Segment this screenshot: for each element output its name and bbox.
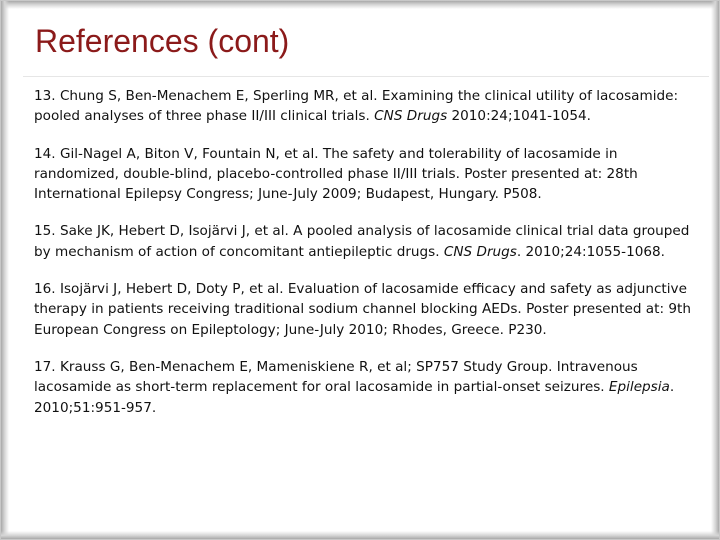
reference-item-16 bbox=[34, 279, 694, 340]
reference-item-14 bbox=[34, 144, 694, 205]
title-divider bbox=[23, 76, 709, 77]
reference-item-13 bbox=[34, 86, 694, 127]
reference-citation: . 2010;24:1055-1068. bbox=[516, 243, 666, 260]
reference-text: 13. Chung S, Ben-Menachem E, Sperling MR, et al. Examining the clinical utility of lacosamide: pooled analyses of three phase II/III clinical trials. bbox=[34, 88, 679, 125]
reference-journal: Epilepsia bbox=[608, 379, 670, 396]
slide-shadow-bottom bbox=[1, 531, 719, 539]
reference-text: 16. Isojärvi J, Hebert D, Doty P, et al. Evaluation of lacosamide efficacy and safety as adjunctive therapy in patients receiving traditional sodium channel blocking AEDs. Poster presented at: 9th European Congress on Epileptology; June-July 2010; Rhodes, Greece. P230. bbox=[34, 281, 691, 338]
reference-citation: 2010:24;1041-1054. bbox=[447, 108, 591, 125]
reference-text: 14. Gil-Nagel A, Biton V, Fountain N, et al. The safety and tolerability of lacosamide in randomized, double-blind, placebo-controlled phase II/III trials. Poster presented at: 28th International Epilepsy Congress; June-July 2009; Budapest, Hungary. P508. bbox=[34, 145, 638, 203]
reference-citation: . 2010;51:951-957. bbox=[34, 379, 675, 416]
reference-text: 15. Sake JK, Hebert D, Isojärvi J, et al. A pooled analysis of lacosamide clinical trial data grouped by mechanism of action of concomitant antiepileptic drugs. bbox=[34, 223, 690, 260]
reference-item-17 bbox=[34, 357, 694, 418]
reference-item-15 bbox=[34, 221, 694, 262]
reference-journal: CNS Drugs bbox=[374, 108, 448, 125]
reference-text: 17. Krauss G, Ben-Menachem E, Mameniskiene R, et al; SP757 Study Group. Intravenous lacosamide as short-term replacement for oral lacosamide in partial-onset seizures. bbox=[34, 358, 638, 396]
slide-shadow-right bbox=[711, 1, 719, 539]
slide-shadow-top bbox=[1, 1, 719, 9]
slide-title: References (cont) bbox=[35, 23, 290, 59]
reference-journal: CNS Drugs bbox=[443, 243, 517, 260]
references-list bbox=[34, 86, 694, 435]
slide-shadow-left bbox=[1, 1, 9, 539]
